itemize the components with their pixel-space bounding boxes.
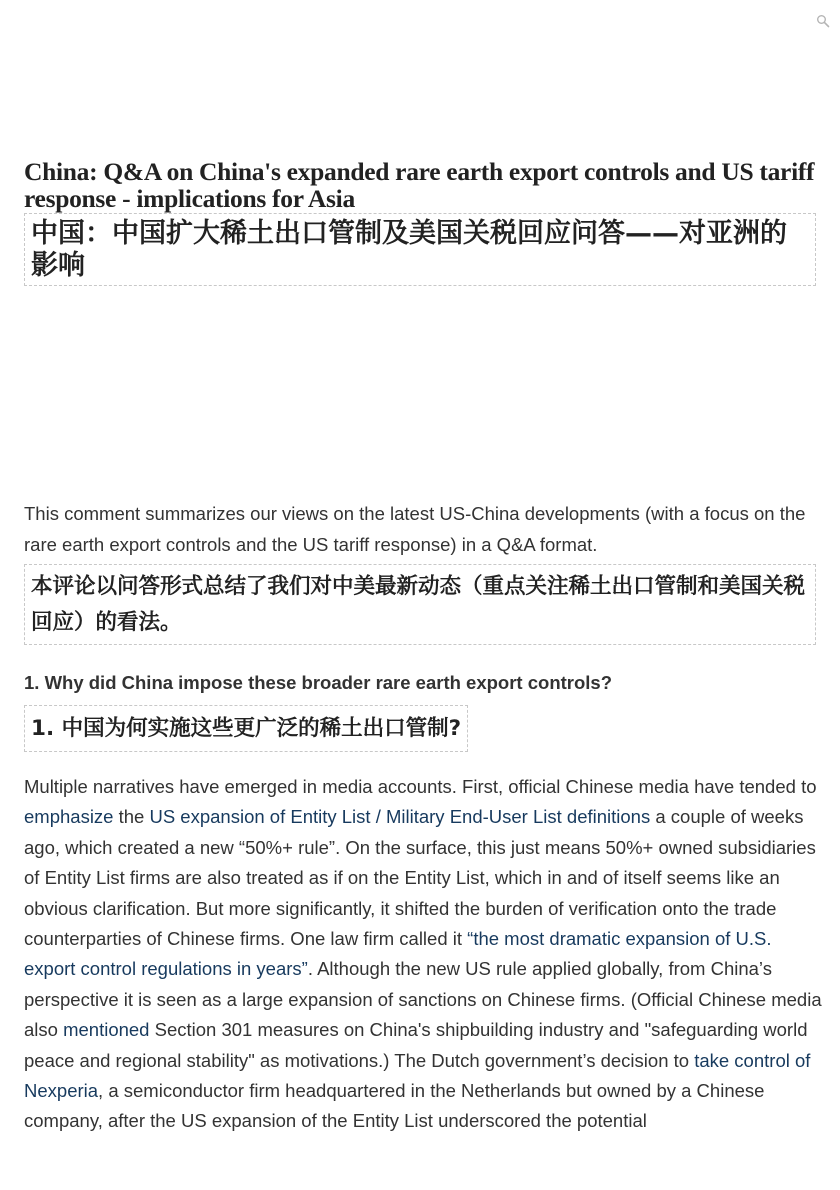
intro-translation: 本评论以问答形式总结了我们对中美最新动态（重点关注稀土出口管制和美国关税回应）的看法。: [24, 564, 816, 645]
body-paragraph: [24, 772, 824, 1137]
body-text: a couple of weeks ago, which created a new “50%+ rule”. On the surface, this just means 50%+ owned subsidiaries of Entity List firms are also treated as if on the Entity List, which in and of itself seems like an obvious clarification. But more significantly, it shifted the burden of verification onto the trade counterparties of Chinese firms. One law firm called it: [24, 806, 816, 950]
link-nexperia[interactable]: take control of Nexperia: [24, 1049, 811, 1102]
body-text: Section 301 measures on China's shipbuilding industry and "safeguarding world peace and regional stability" as motivations.) The Dutch government’s decision to: [24, 1019, 808, 1071]
link-emphasize[interactable]: emphasize: [24, 806, 114, 828]
question-heading: 1. Why did China impose these broader rare earth export controls?: [24, 672, 613, 693]
page-title: China: Q&A on China's expanded rare earth export controls and US tariff response - implications for Asia: [24, 157, 815, 213]
intro-paragraph: This comment summarizes our views on the latest US-China developments (with a focus on the rare earth export controls and the US tariff response) in a Q&A format.: [24, 503, 806, 555]
search-icon[interactable]: [816, 14, 830, 28]
link-entity-list[interactable]: US expansion of Entity List / Military End-User List definitions: [149, 806, 651, 828]
body-text: . Although the new US rule applied globally, from China’s perspective it is seen as a large expansion of sanctions on Chinese firms. (Official Chinese media also: [24, 958, 822, 1041]
link-law-firm-quote[interactable]: “the most dramatic expansion of U.S. export control regulations in years”: [24, 928, 772, 980]
body-text: Multiple narratives have emerged in media accounts. First, official Chinese media have tended to: [24, 776, 817, 797]
body-text: the: [113, 806, 150, 828]
link-mentioned[interactable]: mentioned: [63, 1019, 150, 1041]
article: [24, 157, 822, 1137]
page-title-translation: 中国：中国扩大稀土出口管制及美国关税回应问答——对亚洲的影响: [24, 213, 816, 286]
question-heading-translation: 1. 中国为何实施这些更广泛的稀土出口管制?: [24, 705, 468, 752]
body-text: , a semiconductor firm headquartered in the Netherlands but owned by a Chinese company, after the US expansion of the Entity List underscored the potential: [24, 1080, 765, 1132]
